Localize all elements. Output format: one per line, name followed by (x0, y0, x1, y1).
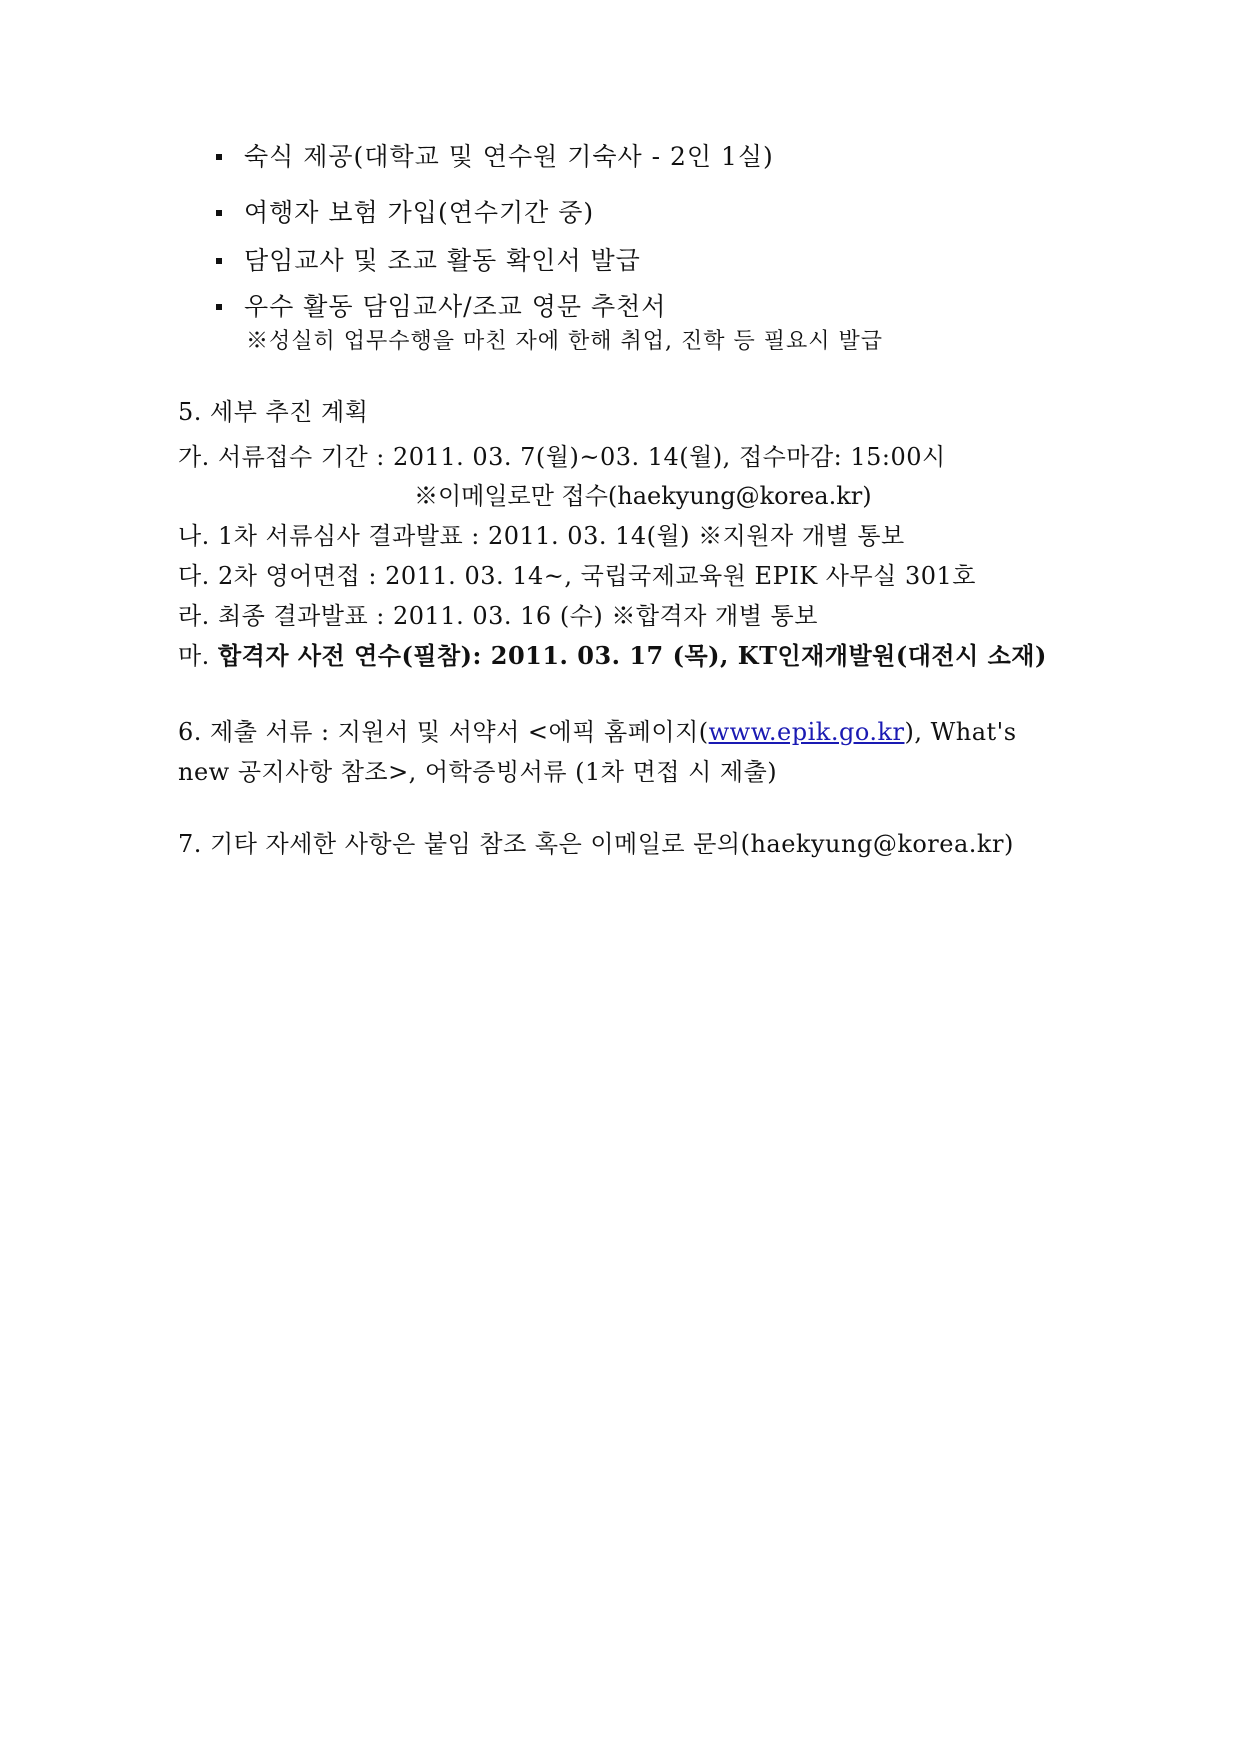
section5-heading: 5. 세부 추진 계획 (178, 398, 369, 426)
section5-item-b: 나. 1차 서류심사 결과발표 : 2011. 03. 14(월) ※지원자 개별 통보 (178, 522, 905, 550)
section7-text: 7. 기타 자세한 사항은 붙임 참조 혹은 이메일로 문의(haekyung@korea.kr) (178, 830, 1014, 858)
section6-line2: new 공지사항 참조>, 어학증빙서류 (1차 면접 시 제출) (178, 758, 778, 786)
bullet-icon (216, 258, 222, 264)
section5-item-a: 가. 서류접수 기간 : 2011. 03. 7(월)~03. 14(월), 접수마감: 15:00시 (178, 443, 946, 471)
benefit-item (216, 244, 641, 278)
benefit-text: 담임교사 및 조교 활동 확인서 발급 (244, 246, 641, 275)
section5-item-e (178, 640, 1047, 672)
bullet-icon (216, 210, 222, 216)
benefit-item (216, 290, 666, 324)
epik-homepage-link[interactable]: www.epik.go.kr (708, 718, 905, 746)
benefit-item (216, 196, 594, 230)
section6-line1 (178, 716, 1017, 748)
benefit-note: ※성실히 업무수행을 마친 자에 한해 취업, 진학 등 필요시 발급 (246, 329, 883, 354)
bullet-icon (216, 304, 222, 310)
section5-item-d: 라. 최종 결과발표 : 2011. 03. 16 (수) ※합격자 개별 통보 (178, 602, 818, 630)
section6-text-start: 6. 제출 서류 : 지원서 및 서약서 <에픽 홈페이지( (178, 718, 709, 746)
bullet-icon (216, 154, 222, 160)
section5-item-e-prefix: 마. (178, 642, 218, 670)
section5-item-e-bold: 합격자 사전 연수(필참): 2011. 03. 17 (목), KT인재개발원(대전시 소재) (217, 641, 1047, 670)
benefit-text: 여행자 보험 가입(연수기간 중) (244, 198, 595, 227)
benefit-item (216, 140, 774, 174)
benefit-text: 우수 활동 담임교사/조교 영문 추천서 (244, 292, 667, 321)
benefit-text: 숙식 제공(대학교 및 연수원 기숙사 - 2인 1실) (244, 142, 774, 171)
section5-item-c: 다. 2차 영어면접 : 2011. 03. 14~, 국립국제교육원 EPIK 사무실 301호 (178, 562, 976, 590)
section6-text-end: ), What's (904, 718, 1017, 746)
section5-item-a-note: ※이메일로만 접수(haekyung@korea.kr) (414, 482, 872, 510)
